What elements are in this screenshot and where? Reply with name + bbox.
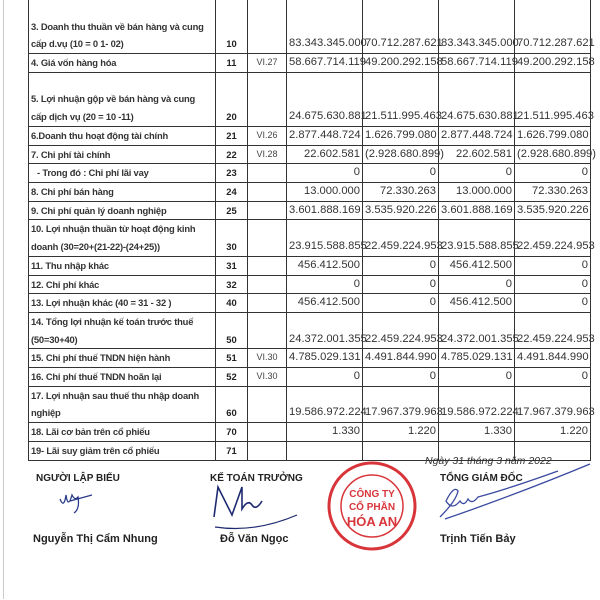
row-code: 51: [216, 349, 248, 368]
value-col-1: 4.785.029.131: [287, 349, 363, 368]
value-col-4: (2.928.680.899): [515, 145, 591, 164]
value-col-2: (2.928.680.899): [363, 145, 439, 164]
value-col-4: 3.535.920.226: [515, 201, 591, 220]
row-label: 11. Thu nhập khác: [29, 256, 216, 275]
value-col-2: 0: [363, 275, 439, 294]
director-title: TỔNG GIÁM ĐỐC: [440, 472, 523, 484]
value-col-1: 2.877.448.724: [287, 126, 363, 145]
value-col-3: 456.412.500: [439, 256, 515, 275]
value-col-4: 70.712.287.621: [515, 0, 591, 54]
table-row: [29, 183, 591, 202]
value-col-3: 2.877.448.724: [439, 126, 515, 145]
row-note: [248, 256, 287, 275]
row-note: VI.28: [248, 145, 287, 164]
value-col-1: 13.000.000: [287, 183, 363, 202]
table-row: [29, 256, 591, 275]
preparer-title: NGƯỜI LẬP BIỂU: [36, 472, 120, 484]
value-col-1: 19.586.972.224: [287, 386, 363, 422]
row-note: VI.30: [248, 368, 287, 387]
value-col-4: 49.200.292.158: [515, 54, 591, 73]
value-col-3: 83.343.345.000: [439, 0, 515, 54]
stamp-text: HÓA AN: [346, 513, 398, 529]
row-note: [248, 441, 287, 460]
value-col-3: 13.000.000: [439, 183, 515, 202]
value-col-1: 58.667.714.119: [287, 54, 363, 73]
row-label: 18. Lãi cơ bản trên cổ phiếu: [29, 423, 216, 442]
value-col-2: 22.459.224.953: [363, 220, 439, 256]
row-label: 4. Giá vốn hàng hóa: [29, 54, 216, 73]
row-label: 8. Chi phí bán hàng: [29, 183, 216, 202]
value-col-4: 4.491.844.990: [515, 349, 591, 368]
value-col-4: 17.967.379.963: [515, 386, 591, 422]
row-code: 30: [216, 220, 248, 256]
value-col-2: 4.491.844.990: [363, 349, 439, 368]
value-col-3: 22.602.581: [439, 145, 515, 164]
row-label: 14. Tổng lợi nhuận kế toán trước thuế (50=30+40): [29, 312, 216, 348]
row-code: 32: [216, 275, 248, 294]
accountant-name: Đỗ Văn Ngọc: [220, 532, 289, 545]
table-row: [29, 201, 591, 220]
table-row: [29, 220, 591, 256]
value-col-3: 3.601.888.169: [439, 201, 515, 220]
value-col-4: 0: [515, 256, 591, 275]
row-label: 9. Chi phí quản lý doanh nghiệp: [29, 201, 216, 220]
value-col-1: 23.915.588.855: [287, 220, 363, 256]
value-col-4: 0: [515, 275, 591, 294]
row-note: VI.27: [248, 54, 287, 73]
row-label: 3. Doanh thu thuần về bán hàng và cung cấp d.vụ (10 = 0 1- 02): [29, 0, 216, 54]
value-col-4: 0: [515, 294, 591, 313]
row-code: 40: [216, 294, 248, 313]
value-col-1: 456.412.500: [287, 294, 363, 313]
row-code: 20: [216, 72, 248, 126]
director-name: Trịnh Tiến Bảy: [440, 532, 516, 545]
value-col-2: 0: [363, 164, 439, 183]
value-col-1: 24.372.001.355: [287, 312, 363, 348]
company-stamp: [329, 463, 415, 549]
value-col-1: [287, 441, 363, 460]
value-col-4: 21.511.995.463: [515, 72, 591, 126]
row-note: [248, 220, 287, 256]
value-col-2: 49.200.292.158: [363, 54, 439, 73]
row-label: 15. Chi phí thuế TNDN hiện hành: [29, 349, 216, 368]
value-col-1: 0: [287, 164, 363, 183]
signature-date: Ngày 31 tháng 3 năm 2022: [425, 454, 552, 467]
value-col-3: 58.667.714.119: [439, 54, 515, 73]
accountant-signature-icon: [214, 487, 297, 529]
value-col-4: 72.330.263: [515, 183, 591, 202]
row-note: [248, 386, 287, 422]
value-col-2: 0: [363, 368, 439, 387]
value-col-3: 456.412.500: [439, 294, 515, 313]
value-col-3: 4.785.029.131: [439, 349, 515, 368]
table-row: [29, 368, 591, 387]
table-row: [29, 386, 591, 422]
value-col-4: 1.220: [515, 423, 591, 442]
value-col-2: 0: [363, 256, 439, 275]
value-col-2: 70.712.287.621: [363, 0, 439, 54]
row-label: 19- Lãi suy giảm trên cổ phiếu: [29, 441, 216, 460]
row-note: [248, 0, 287, 54]
value-col-2: 3.535.920.226: [363, 201, 439, 220]
table-row: [29, 145, 591, 164]
row-code: 10: [216, 0, 248, 54]
value-col-1: 0: [287, 275, 363, 294]
stamp-text: CÔNG TY: [349, 488, 395, 500]
row-code: 11: [216, 54, 248, 73]
value-col-3: 0: [439, 275, 515, 294]
row-code: 22: [216, 145, 248, 164]
value-col-1: 0: [287, 368, 363, 387]
value-col-3: 24.372.001.355: [439, 312, 515, 348]
value-col-3: 0: [439, 164, 515, 183]
signature-block: [0, 454, 600, 591]
row-label: 6.Doanh thu hoạt động tài chính: [29, 126, 216, 145]
row-code: 23: [216, 164, 248, 183]
row-note: [248, 183, 287, 202]
row-code: 31: [216, 256, 248, 275]
table-row: [29, 275, 591, 294]
row-code: 60: [216, 386, 248, 422]
row-note: [248, 275, 287, 294]
row-code: 25: [216, 201, 248, 220]
row-note: VI.26: [248, 126, 287, 145]
value-col-2: 1.220: [363, 423, 439, 442]
stamp-text: CỔ PHẦN: [348, 501, 396, 513]
value-col-4: 1.626.799.080: [515, 126, 591, 145]
value-col-2: 1.626.799.080: [363, 126, 439, 145]
value-col-4: 22.459.224.953: [515, 220, 591, 256]
table-row: [29, 312, 591, 348]
row-label: 13. Lợi nhuận khác (40 = 31 - 32 ): [29, 294, 216, 313]
value-col-1: 3.601.888.169: [287, 201, 363, 220]
value-col-1: 1.330: [287, 423, 363, 442]
row-code: 24: [216, 183, 248, 202]
value-col-2: 22.459.224.953: [363, 312, 439, 348]
table-row: [29, 294, 591, 313]
table-row: [29, 349, 591, 368]
row-note: [248, 312, 287, 348]
table-row: [29, 164, 591, 183]
value-col-4: 22.459.224.953: [515, 312, 591, 348]
row-label: - Trong đó : Chi phí lãi vay: [29, 164, 216, 183]
value-col-2: 72.330.263: [363, 183, 439, 202]
row-note: [248, 201, 287, 220]
row-code: 21: [216, 126, 248, 145]
value-col-1: 24.675.630.881: [287, 72, 363, 126]
table-row: [29, 423, 591, 442]
value-col-3: 19.586.972.224: [439, 386, 515, 422]
table-row: [29, 72, 591, 126]
value-col-2: 21.511.995.463: [363, 72, 439, 126]
row-label: 5. Lợi nhuận gộp về bán hàng và cung cấp dịch vụ (20 = 10 -11): [29, 72, 216, 126]
value-col-3: 24.675.630.881: [439, 72, 515, 126]
value-col-4: 0: [515, 164, 591, 183]
row-note: [248, 72, 287, 126]
value-col-1: 456.412.500: [287, 256, 363, 275]
value-col-2: 0: [363, 294, 439, 313]
accountant-title: KẾ TOÁN TRƯỞNG: [210, 472, 303, 484]
row-note: [248, 294, 287, 313]
row-label: 17. Lợi nhuận sau thuế thu nhập doanh nghiệp: [29, 386, 216, 422]
table-row: [29, 0, 591, 54]
value-col-1: 83.343.345.000: [287, 0, 363, 54]
row-code: 50: [216, 312, 248, 348]
value-col-2: 17.967.379.963: [363, 386, 439, 422]
table-row: [29, 54, 591, 73]
row-code: 52: [216, 368, 248, 387]
row-label: 16. Chi phí thuế TNDN hoãn lại: [29, 368, 216, 387]
value-col-3: 23.915.588.855: [439, 220, 515, 256]
row-note: [248, 423, 287, 442]
row-note: [248, 164, 287, 183]
preparer-signature-icon: [60, 495, 92, 513]
value-col-4: 0: [515, 368, 591, 387]
value-col-3: 1.330: [439, 423, 515, 442]
preparer-name: Nguyễn Thị Cẩm Nhung: [33, 532, 158, 545]
row-code: 71: [216, 441, 248, 460]
table-row: [29, 126, 591, 145]
income-statement-table: [28, 0, 596, 461]
row-note: VI.30: [248, 349, 287, 368]
value-col-1: 22.602.581: [287, 145, 363, 164]
row-label: 10. Lợi nhuận thuần từ hoạt động kinh doanh (30=20+(21-22)-(24+25)): [29, 220, 216, 256]
row-label: 12. Chi phí khác: [29, 275, 216, 294]
value-col-3: 0: [439, 368, 515, 387]
row-label: 7. Chi phí tài chính: [29, 145, 216, 164]
row-code: 70: [216, 423, 248, 442]
